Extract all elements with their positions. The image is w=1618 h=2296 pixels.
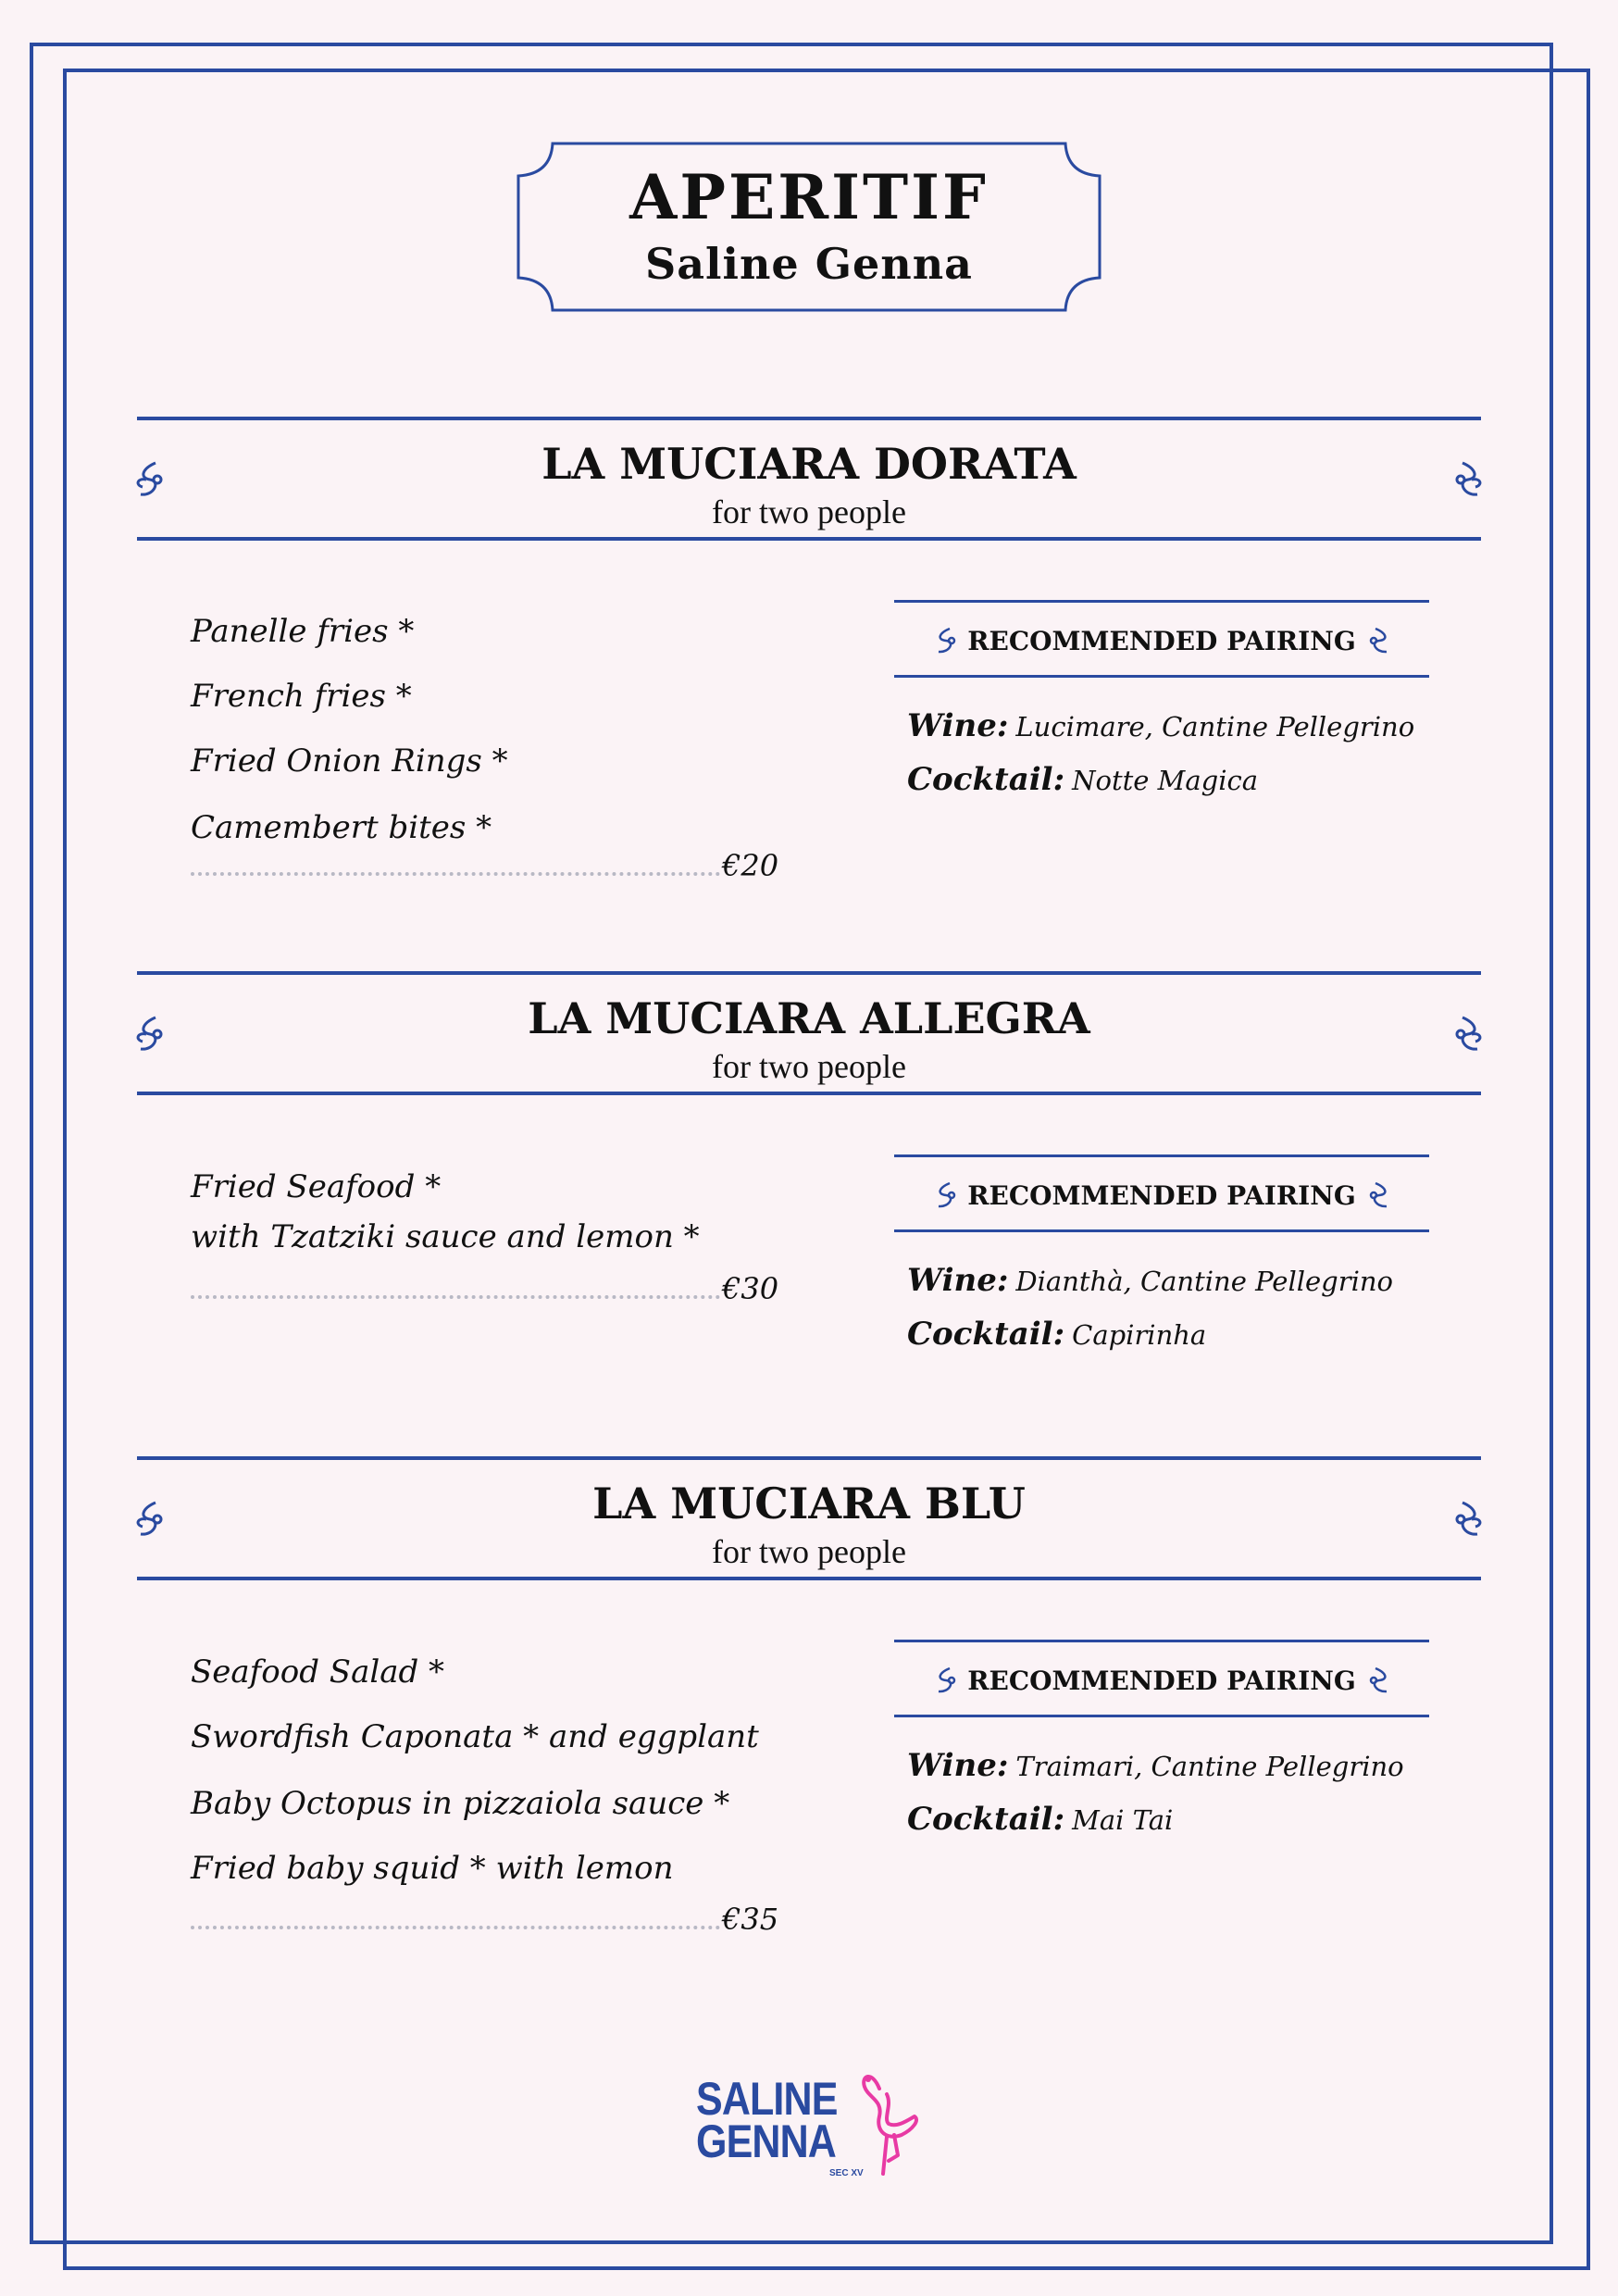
wine-value: Traimari, Cantine Pellegrino bbox=[1015, 1751, 1404, 1782]
cocktail-value: Capirinha bbox=[1072, 1319, 1207, 1351]
dotted-leader bbox=[191, 1295, 720, 1299]
section-title: LA MUCIARA DORATA bbox=[541, 439, 1077, 489]
ornament-icon bbox=[1366, 626, 1392, 655]
dotted-leader bbox=[191, 1926, 720, 1929]
wine-pairing bbox=[907, 1747, 1404, 1784]
pairing-heading: RECOMMENDED PAIRING bbox=[967, 1666, 1356, 1696]
cocktail-label: Cocktail: bbox=[907, 1801, 1065, 1838]
price: €30 bbox=[722, 1271, 779, 1306]
logo-line-3: SEC XV bbox=[829, 2168, 864, 2178]
ornament-icon bbox=[1366, 1180, 1392, 1210]
price-row-dorata bbox=[191, 848, 779, 885]
section-subtitle: for two people bbox=[712, 493, 906, 530]
menu-subtitle: Saline Genna bbox=[645, 239, 973, 289]
list-item: Camembert bites * bbox=[191, 809, 492, 846]
price-row-allegra bbox=[191, 1271, 779, 1308]
cocktail-pairing bbox=[907, 1801, 1173, 1838]
wine-pairing bbox=[907, 1262, 1393, 1299]
price-row-blu bbox=[191, 1902, 779, 1939]
cocktail-label: Cocktail: bbox=[907, 1316, 1065, 1353]
ornament-icon bbox=[1366, 1666, 1392, 1695]
cocktail-value: Mai Tai bbox=[1072, 1804, 1174, 1836]
logo-line-2: GENNA bbox=[696, 2115, 836, 2167]
list-item: Fried baby squid * with lemon bbox=[191, 1850, 674, 1887]
section-subtitle: for two people bbox=[712, 1048, 906, 1085]
wine-value: Dianthà, Cantine Pellegrino bbox=[1015, 1266, 1394, 1297]
pairing-heading: RECOMMENDED PAIRING bbox=[967, 1180, 1356, 1211]
list-item: Swordfish Caponata * and eggplant bbox=[191, 1718, 759, 1755]
cocktail-pairing bbox=[907, 1316, 1206, 1353]
wine-label: Wine: bbox=[907, 1262, 1009, 1299]
list-item: Fried Seafood * bbox=[191, 1168, 442, 1205]
price: €35 bbox=[722, 1902, 779, 1937]
list-item: Seafood Salad * bbox=[191, 1653, 445, 1691]
pairing-heading: RECOMMENDED PAIRING bbox=[967, 626, 1356, 656]
list-item: Baby Octopus in pizzaiola sauce * bbox=[191, 1785, 730, 1822]
pairing-header bbox=[894, 600, 1429, 678]
pairing-header bbox=[894, 1640, 1429, 1717]
logo-line-1: SALINE bbox=[696, 2073, 838, 2125]
list-item: Panelle fries * bbox=[191, 613, 415, 650]
cocktail-pairing bbox=[907, 761, 1258, 798]
ornament-icon bbox=[1453, 1499, 1485, 1540]
section-subtitle: for two people bbox=[712, 1533, 906, 1570]
ornament-icon bbox=[1453, 459, 1485, 500]
pairing-header bbox=[894, 1154, 1429, 1232]
wine-value: Lucimare, Cantine Pellegrino bbox=[1015, 711, 1415, 742]
section-title: LA MUCIARA ALLEGRA bbox=[528, 993, 1090, 1043]
section-band-dorata bbox=[137, 417, 1481, 541]
section-band-blu bbox=[137, 1456, 1481, 1580]
saline-genna-logo bbox=[692, 2063, 924, 2187]
list-item: Fried Onion Rings * bbox=[191, 742, 508, 780]
wine-pairing bbox=[907, 707, 1414, 744]
section-band-allegra bbox=[137, 971, 1481, 1095]
list-item: with Tzatziki sauce and lemon * bbox=[191, 1218, 700, 1255]
menu-title: APERITIF bbox=[629, 161, 989, 233]
dotted-leader bbox=[191, 872, 720, 876]
section-title: LA MUCIARA BLU bbox=[592, 1479, 1026, 1529]
wine-label: Wine: bbox=[907, 1747, 1009, 1784]
price: €20 bbox=[722, 848, 779, 883]
cocktail-value: Notte Magica bbox=[1072, 765, 1259, 796]
flamingo-icon bbox=[855, 2063, 924, 2187]
list-item: French fries * bbox=[191, 678, 412, 715]
ornament-icon bbox=[1453, 1014, 1485, 1054]
cocktail-label: Cocktail: bbox=[907, 761, 1065, 798]
header-plaque bbox=[516, 141, 1102, 313]
wine-label: Wine: bbox=[907, 707, 1009, 744]
